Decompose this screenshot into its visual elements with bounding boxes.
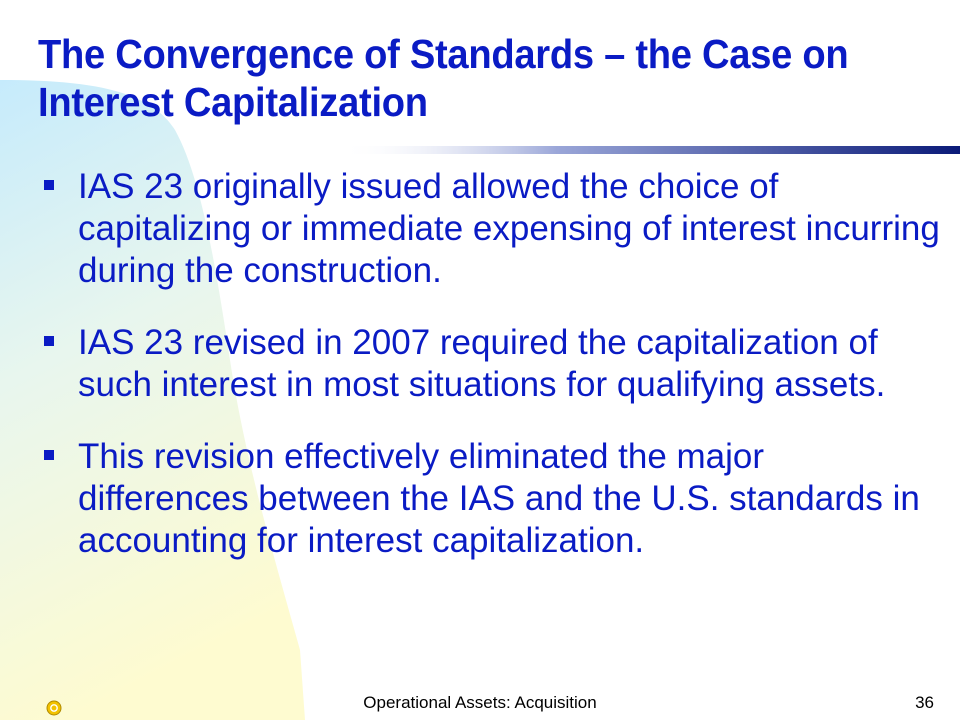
bullet-list [40, 166, 940, 562]
title-underline-rule [340, 146, 960, 154]
square-bullet-icon [44, 336, 54, 346]
bullet-text: IAS 23 originally issued allowed the choice of capitalizing or immediate expensing of interest incurring during the construction. [78, 167, 940, 290]
page-number: 36 [915, 693, 934, 712]
bullet-text: This revision effectively eliminated the major differences between the IAS and the U.S. standards in accounting for interest capitalization. [78, 437, 920, 560]
bullet-item [40, 166, 940, 292]
footer-title: Operational Assets: Acquisition [363, 693, 597, 712]
square-bullet-icon [44, 450, 54, 460]
bullet-text: IAS 23 revised in 2007 required the capitalization of such interest in most situations for qualifying assets. [78, 323, 886, 404]
square-bullet-icon [44, 180, 54, 190]
bullet-item [40, 436, 940, 562]
bullet-item [40, 322, 940, 406]
slide-title: The Convergence of Standards – the Case on Interest Capitalization [38, 31, 849, 125]
